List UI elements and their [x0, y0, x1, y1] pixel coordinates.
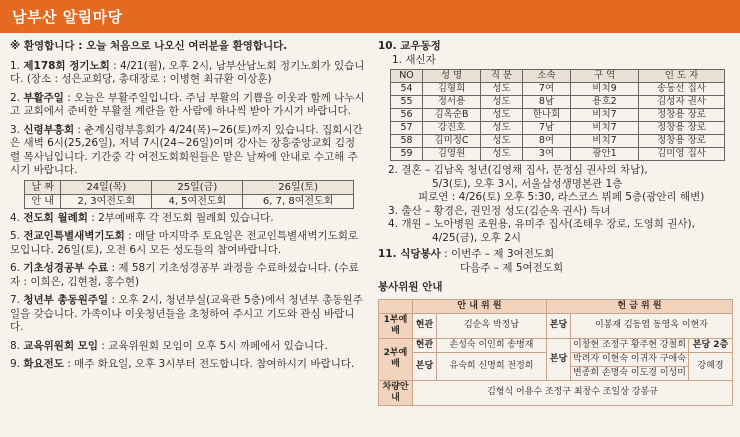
- cafeteria-service: [378, 248, 733, 275]
- left-column: [10, 40, 365, 377]
- cafeteria-line: : 이번주 – 제 3여전도회: [440, 248, 555, 260]
- table-cell: 비치7: [571, 109, 639, 122]
- notice-num: 3.: [10, 123, 21, 136]
- notice-num: 9.: [10, 358, 21, 370]
- notice-head: 전도회 월례회: [23, 211, 88, 224]
- table-cell: 한나회: [523, 109, 571, 122]
- notice-num: 1.: [10, 59, 21, 72]
- notice-item: [10, 340, 365, 354]
- table-cell: 성 명: [423, 70, 481, 83]
- table-row: [379, 313, 733, 338]
- table-row: [379, 338, 733, 352]
- table-row: [391, 148, 725, 161]
- notice-item: [10, 124, 365, 178]
- table-cell: 안 내 위 원: [413, 299, 547, 313]
- table-cell: 현관: [413, 313, 437, 338]
- right-column: [378, 40, 733, 406]
- table-row: [391, 122, 725, 135]
- table-row: [391, 135, 725, 148]
- notice-head: 기초성경공부 수료: [23, 262, 109, 274]
- list-item: 4/25(금), 오후 2시: [432, 231, 522, 244]
- notice-text: : 매주 화요일, 오후 3시부터 전도합니다. 참여하시기 바랍니다.: [63, 358, 355, 370]
- table-cell: 8여: [523, 135, 571, 148]
- notice-head: 청년부 총동원주일: [23, 294, 109, 306]
- table-cell: 박려자 이현숙 이귀자 구애숙: [571, 352, 689, 366]
- notice-text: : 매달 마지막주 토요일은 전교인특별새벽기도회로 모입니다. 26일(토), 오전 6시 모든 성도들의 참여바랍니다.: [10, 230, 359, 256]
- table-cell: 2, 3여전도회: [61, 194, 152, 208]
- table-cell: 이창현 조정구 황주현 강철희: [571, 338, 689, 352]
- notice-head: 화요전도: [23, 358, 64, 370]
- table-cell: 인 도 자: [639, 70, 725, 83]
- table-cell: 차량안내: [379, 380, 413, 405]
- list-item: 4. 개원 – 노아병원 조원용, 유미주 집사(조태우 장로, 도영희 권사),: [388, 218, 695, 230]
- welcome-notice: ※ 환영합니다 : 오늘 처음으로 나오신 여러분을 환영합니다.: [10, 40, 288, 52]
- list-item: 2. 결혼 – 김남옥 청년(김영채 집사, 문정심 권사의 차남),: [388, 164, 648, 176]
- notice-num: 8.: [10, 339, 21, 352]
- notice-text: : 교육위원회 모임이 오후 5시 까페에서 있습니다.: [98, 339, 328, 352]
- table-cell: 김형식 어용수 조정구 최창수 조일상 강봉규: [413, 380, 733, 405]
- list-item: 5/3(토), 오후 3시, 서울삼성생명본관 1층: [432, 177, 623, 190]
- table-cell: 김미정C: [423, 135, 481, 148]
- member-news-list: [378, 164, 733, 245]
- table-cell: 용호2: [571, 96, 639, 109]
- table-cell: NO: [391, 70, 423, 83]
- table-cell: 57: [391, 122, 423, 135]
- table-cell: 성도: [481, 122, 523, 135]
- table-cell: 정창용 장로: [639, 109, 725, 122]
- table-cell: 정서용: [423, 96, 481, 109]
- table-cell: 직 분: [481, 70, 523, 83]
- table-cell: 2부예배: [379, 338, 413, 380]
- notice-item: [10, 230, 365, 257]
- table-cell: 비치7: [571, 122, 639, 135]
- notice-head: 전교인특별새벽기도회: [23, 230, 125, 242]
- notice-item: [10, 60, 365, 87]
- table-cell: 8남: [523, 96, 571, 109]
- table-cell: 헌 금 위 원: [547, 299, 733, 313]
- table-cell: 성도: [481, 83, 523, 96]
- notice-text: : 오후 2시, 청년부실(교육관 5층)에서 청년부 총동원주일을 갖습니다. 가족이나 이웃청년들을 초청하여 주시고 기도와 관심 바랍니다.: [10, 294, 363, 333]
- new-members-table: [390, 69, 725, 161]
- notice-num: 4.: [10, 211, 21, 224]
- table-cell: 4, 5여전도회: [152, 194, 243, 208]
- table-cell: 24일(목): [61, 180, 152, 194]
- table-row: [391, 96, 725, 109]
- table-cell: 손성숙 이인희 송병재: [437, 338, 547, 352]
- notice-item: [10, 358, 365, 372]
- table-cell: 25일(금): [152, 180, 243, 194]
- table-cell: 6, 7, 8여전도회: [243, 194, 354, 208]
- table-cell: 구 역: [571, 70, 639, 83]
- table-cell: 김옥순B: [423, 109, 481, 122]
- table-cell: 성도: [481, 96, 523, 109]
- notice-item: [10, 212, 365, 226]
- table-cell: 강진호: [423, 122, 481, 135]
- table-row: [391, 109, 725, 122]
- table-header-row: [391, 70, 725, 83]
- table-cell: 7여: [523, 83, 571, 96]
- notice-head: 교육위원회 모임: [23, 339, 99, 352]
- table-cell: 56: [391, 109, 423, 122]
- table-cell: 송동선 집사: [639, 83, 725, 96]
- table-cell: 정창용 장로: [639, 122, 725, 135]
- page-title: 남부산 알림마당: [12, 8, 123, 26]
- table-cell: 58: [391, 135, 423, 148]
- list-item: 피로연 : 4/26(토) 오후 5:30, 라스코스 뷔페 5층(광안리 해변): [418, 191, 705, 203]
- notice-text: : 춘계심령부흥회가 4/24(목)~26(토)까지 있습니다. 집회시간은 새벽 6시(25,26일), 저녁 7시(24~26일)이며 강사는 장흥중앙교회 김정렬 목사님입니다. 기간중 각 여전도회회원들은 맡은 날짜에 안내로 수고해 주시기 바랍니다.: [10, 123, 363, 176]
- notice-num: 7.: [10, 294, 21, 306]
- table-cell: 날 짜: [25, 180, 61, 194]
- notice-num: 5.: [10, 230, 21, 242]
- subsection-new-members: 1. 새신자: [392, 53, 436, 66]
- table-cell: 55: [391, 96, 423, 109]
- section-title-members: 10. 교우동정: [378, 40, 441, 52]
- table-row: [391, 83, 725, 96]
- table-cell: 비치7: [571, 135, 639, 148]
- table-cell: 비치9: [571, 83, 639, 96]
- service-table: [378, 299, 733, 406]
- table-cell: 김형희: [423, 83, 481, 96]
- table-cell: 54: [391, 83, 423, 96]
- table-cell: 변종희 손명숙 이도경 이성미: [571, 366, 689, 380]
- revival-duty-table: [24, 180, 354, 209]
- notice-item: [10, 92, 365, 119]
- notice-head: 제178회 정기노회: [23, 59, 110, 72]
- table-cell: 성도: [481, 109, 523, 122]
- table-cell: [379, 299, 413, 313]
- table-cell: 1부예배: [379, 313, 413, 338]
- notice-item: [10, 294, 365, 335]
- notice-head: 부활주일: [23, 91, 64, 104]
- table-cell: 강혜경: [689, 352, 733, 380]
- table-cell: 김영원: [423, 148, 481, 161]
- notice-text: : 제 58기 기초성경공부 과정을 수료하셨습니다. (수료자 : 이희은, 김현철, 홍수현): [10, 262, 359, 288]
- notice-text: : 4/21(월), 오후 2시, 남부산남노회 정기노회가 있습니다. (장소 : 성은교회당, 총대장로 : 이병현 최규환 이상훈): [10, 59, 365, 85]
- table-cell: 정창용 장로: [639, 135, 725, 148]
- table-cell: 본당: [547, 338, 571, 380]
- table-cell: 광안1: [571, 148, 639, 161]
- service-section-title: 봉사위원 안내: [378, 281, 443, 293]
- table-header-row: [25, 180, 354, 194]
- table-cell: 7남: [523, 122, 571, 135]
- table-row: [379, 380, 733, 405]
- table-cell: 김순옥 박정남: [437, 313, 547, 338]
- table-cell: 김미영 집사: [639, 148, 725, 161]
- header-bar: [0, 0, 740, 33]
- table-cell: 이봉재 김동엽 동영옥 이현자: [571, 313, 733, 338]
- table-cell: 유숙희 신명희 전정희: [437, 352, 547, 380]
- table-cell: 26일(토): [243, 180, 354, 194]
- table-cell: 본당: [413, 352, 437, 380]
- table-cell: 김성자 권사: [639, 96, 725, 109]
- table-cell: 성도: [481, 148, 523, 161]
- table-cell: 안 내: [25, 194, 61, 208]
- notice-num: 6.: [10, 262, 21, 274]
- table-cell: 현관: [413, 338, 437, 352]
- table-cell: 본당: [547, 313, 571, 338]
- notice-num: 2.: [10, 91, 21, 104]
- notice-text: : 2부예배후 각 전도회 월례회 있습니다.: [87, 211, 274, 224]
- notice-text: : 오늘은 부활주일입니다. 주님 부활의 기쁨을 이웃과 함께 나누시고 교회에서 준비한 부활절 계란을 한 사람에 하나씩 받아 가시기 바랍니다.: [10, 91, 365, 117]
- notice-head: 신령부흥회: [23, 123, 75, 136]
- table-cell: 3여: [523, 148, 571, 161]
- notice-item: [10, 262, 365, 289]
- section-title-cafeteria: 11. 식당봉사: [378, 248, 441, 260]
- table-cell: 소속: [523, 70, 571, 83]
- table-cell: 59: [391, 148, 423, 161]
- list-item: 3. 출산 – 황경은, 권민정 성도(김순옥 권사) 득녀: [388, 204, 611, 217]
- table-cell: 성도: [481, 135, 523, 148]
- table-header-row: [379, 299, 733, 313]
- table-cell: 본당 2층: [689, 338, 733, 352]
- table-row: [25, 194, 354, 208]
- cafeteria-line: 다음주 – 제 5여전도회: [460, 261, 564, 274]
